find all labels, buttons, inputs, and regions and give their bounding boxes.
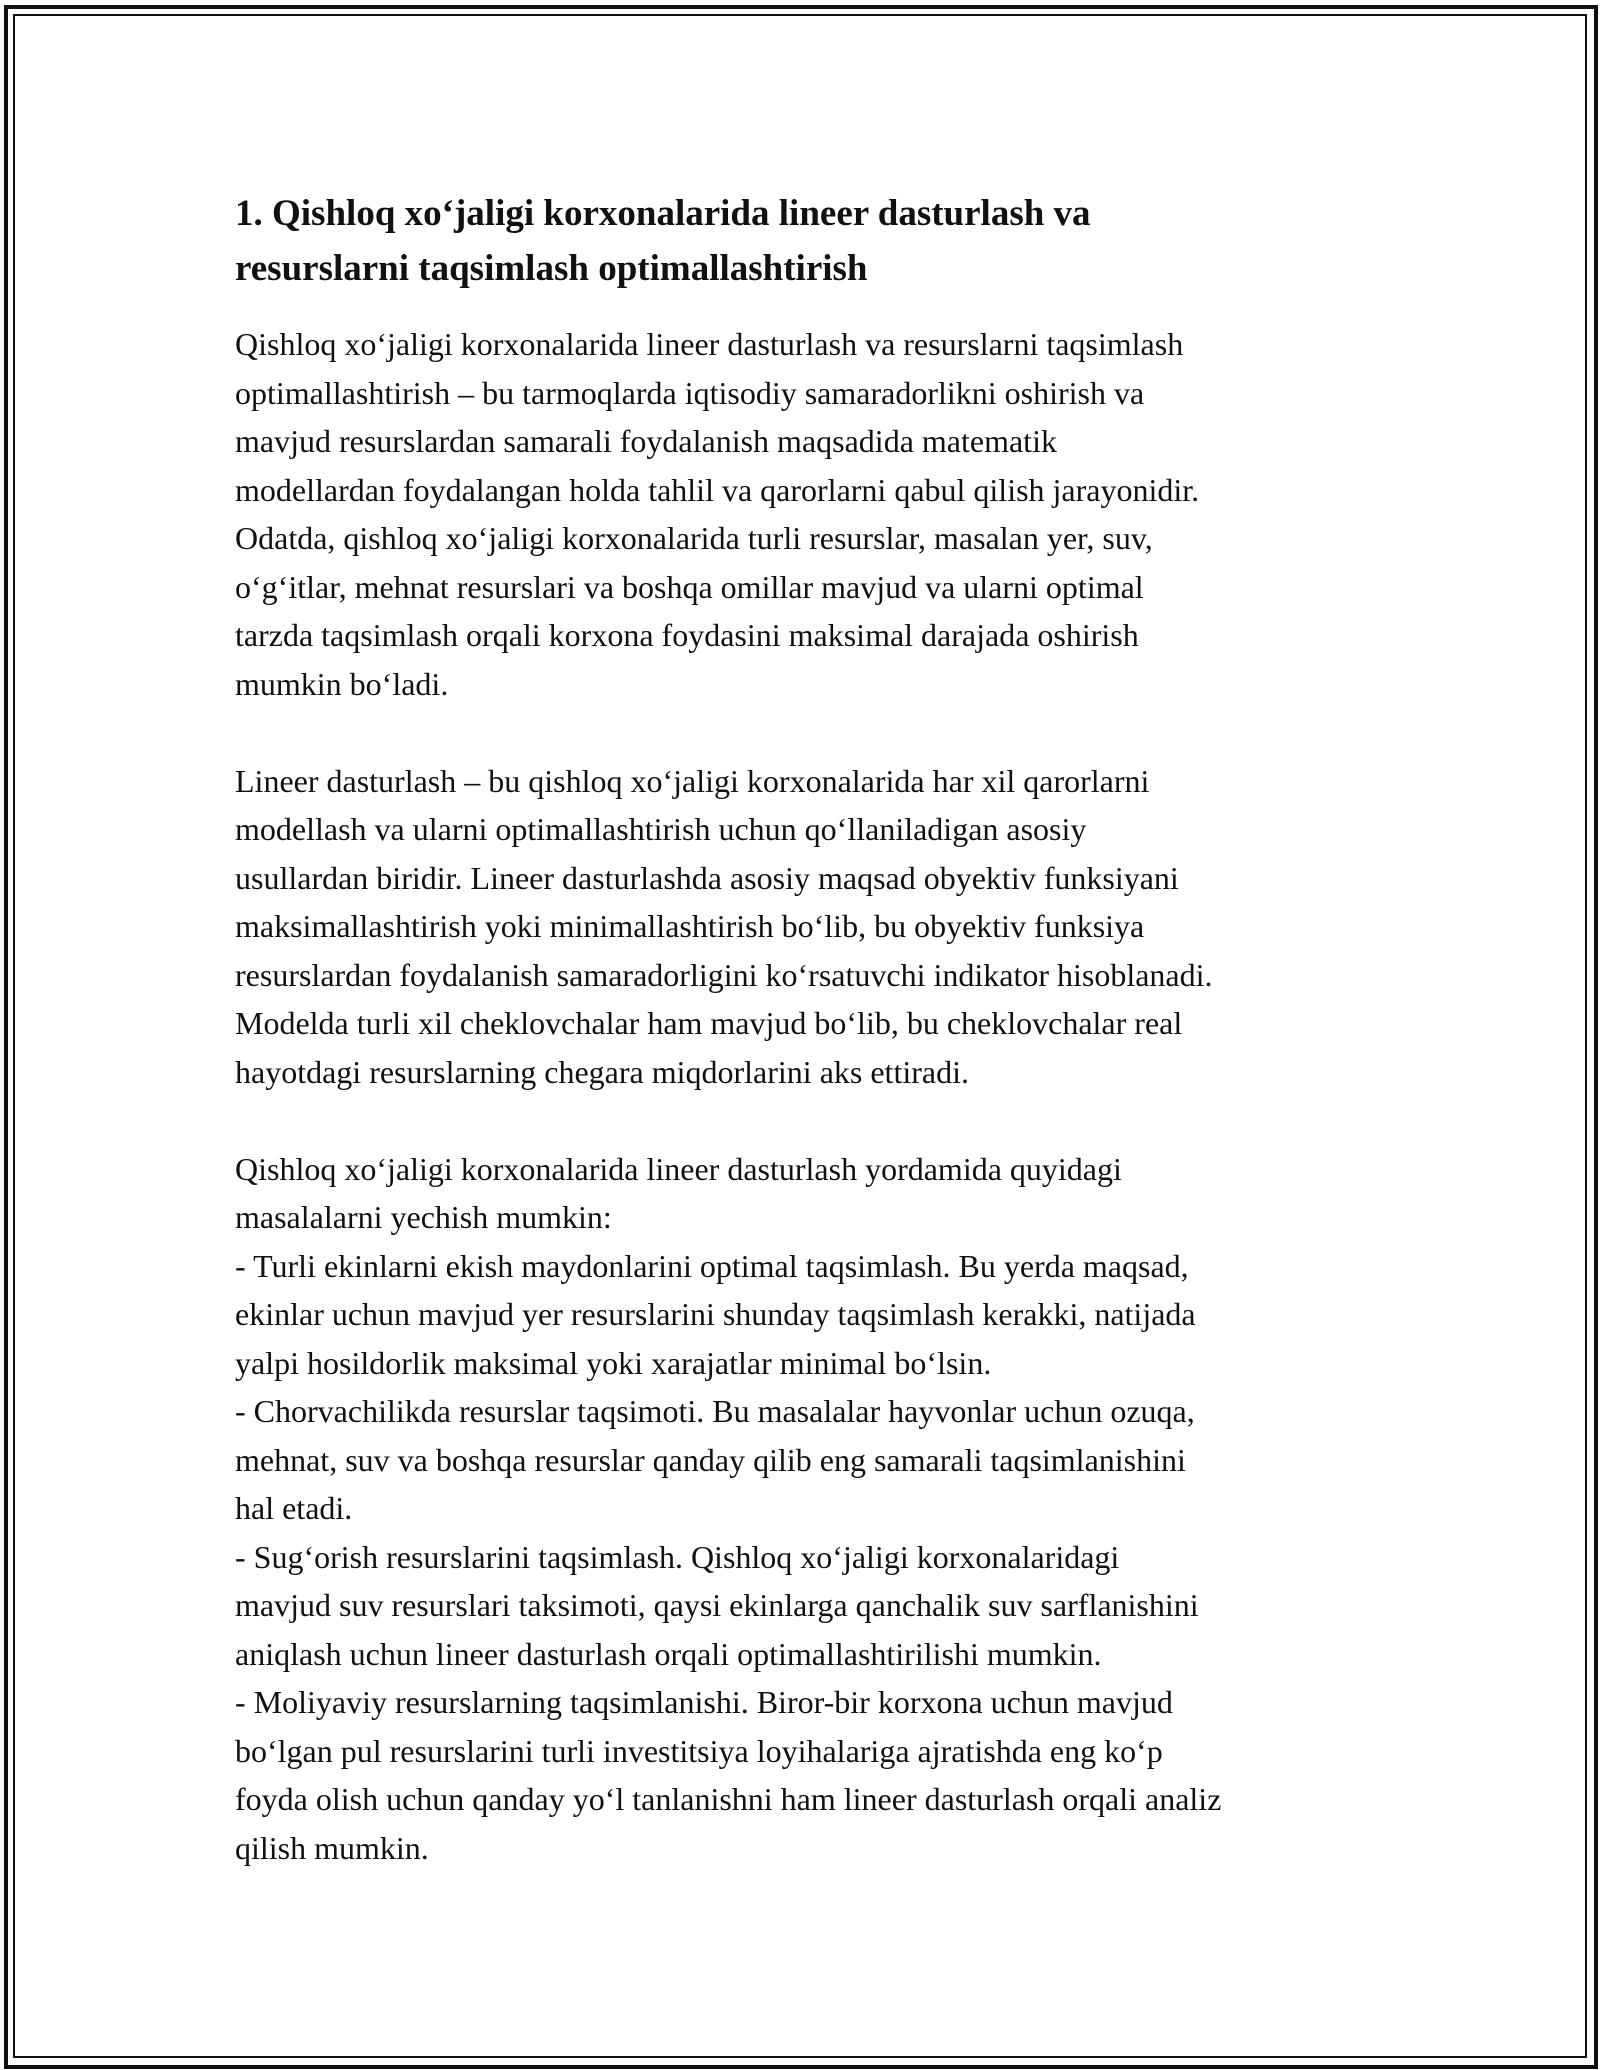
- text-line: Odatda, qishloq xo‘jaligi korxonalarida turli resurslar, masalan yer, suv,: [235, 520, 1153, 556]
- list-item-line: yalpi hosildorlik maksimal yoki xarajatlar minimal bo‘lsin.: [235, 1344, 992, 1381]
- list-item-line: - Turli ekinlarni ekish maydonlarini optimal taqsimlash. Bu yerda maqsad,: [235, 1247, 1189, 1284]
- text-line: mumkin bo‘ladi.: [235, 665, 449, 702]
- text-line: Qishloq xo‘jaligi korxonalarida lineer dasturlash va resurslarni taqsimlash: [235, 326, 1184, 362]
- list-item-line: - Moliyaviy resurslarning taqsimlanishi. Biror-bir korxona uchun mavjud: [235, 1684, 1173, 1720]
- text-line: resurslardan foydalanish samaradorligini ko‘rsatuvchi indikator hisoblanadi.: [235, 956, 1213, 993]
- list-item-line: bo‘lgan pul resurslarini turli investitsiya loyihalariga ajratishda eng ko‘p: [235, 1732, 1163, 1769]
- text-line: optimallashtirish – bu tarmoqlarda iqtisodiy samaradorlikni oshirish va: [235, 374, 1145, 411]
- text-line: maksimallashtirish yoki minimallashtirish bo‘lib, bu obyektiv funksiya: [235, 908, 1145, 944]
- paragraph-gap: [235, 708, 1375, 757]
- text-line: hayotdagi resurslarning chegara miqdorlarini aks ettiradi.: [235, 1053, 969, 1090]
- list-item-line: mehnat, suv va boshqa resurslar qanday qilib eng samarali taqsimlanishini: [235, 1441, 1186, 1478]
- list-item-line: mavjud suv resurslari taksimoti, qaysi ekinlarga qanchalik suv sarflanishini: [235, 1587, 1199, 1623]
- paragraph-gap: [235, 1096, 1375, 1145]
- list-item-line: hal etadi.: [235, 1490, 353, 1526]
- heading-line: 1. Qishloq xo‘jaligi korxonalarida lineer dasturlash va: [235, 193, 1091, 234]
- list-item-line: - Sug‘orish resurslarini taqsimlash. Qishloq xo‘jaligi korxonalaridagi: [235, 1538, 1120, 1575]
- list-item-line: foyda olish uchun qanday yo‘l tanlanishni ham lineer dasturlash orqali analiz: [235, 1781, 1222, 1817]
- text-line: mavjud resurslardan samarali foydalanish maqsadida matematik: [235, 423, 1057, 459]
- text-line: Lineer dasturlash – bu qishloq xo‘jaligi korxonalarida har xil qarorlarni: [235, 762, 1150, 799]
- list-item-line: qilish mumkin.: [235, 1829, 429, 1866]
- paragraph-definition: [235, 757, 1375, 1097]
- text-line: o‘g‘itlar, mehnat resurslari va boshqa omillar mavjud va ularni optimal: [235, 568, 1144, 605]
- text-line: tarzda taqsimlash orqali korxona foydasini maksimal darajada oshirish: [235, 617, 1139, 653]
- text-line: Modelda turli xil cheklovchalar ham mavjud bo‘lib, bu cheklovchalar real: [235, 1005, 1183, 1041]
- heading-line: resurslarni taqsimlash optimallashtirish: [235, 248, 868, 289]
- list-item-line: ekinlar uchun mavjud yer resurslarini shunday taqsimlash kerakki, natijada: [235, 1296, 1196, 1332]
- text-line: modellash va ularni optimallashtirish uchun qo‘llaniladigan asosiy: [235, 811, 1087, 847]
- list-item-line: - Chorvachilikda resurslar taqsimoti. Bu masalalar hayvonlar uchun ozuqa,: [235, 1393, 1195, 1429]
- text-line: Qishloq xo‘jaligi korxonalarida lineer dasturlash yordamida quyidagi: [235, 1150, 1122, 1187]
- paragraph-applications: [235, 1145, 1375, 1873]
- text-line: modellardan foydalangan holda tahlil va qarorlarni qabul qilish jarayonidir.: [235, 471, 1200, 508]
- paragraph-intro: [235, 320, 1375, 708]
- section-heading: [235, 186, 1375, 296]
- text-line: masalalarni yechish mumkin:: [235, 1199, 612, 1235]
- document-body: [235, 186, 1375, 1872]
- text-line: usullardan biridir. Lineer dasturlashda asosiy maqsad obyektiv funksiyani: [235, 859, 1179, 896]
- list-item-line: aniqlash uchun lineer dasturlash orqali optimallashtirilishi mumkin.: [235, 1635, 1102, 1672]
